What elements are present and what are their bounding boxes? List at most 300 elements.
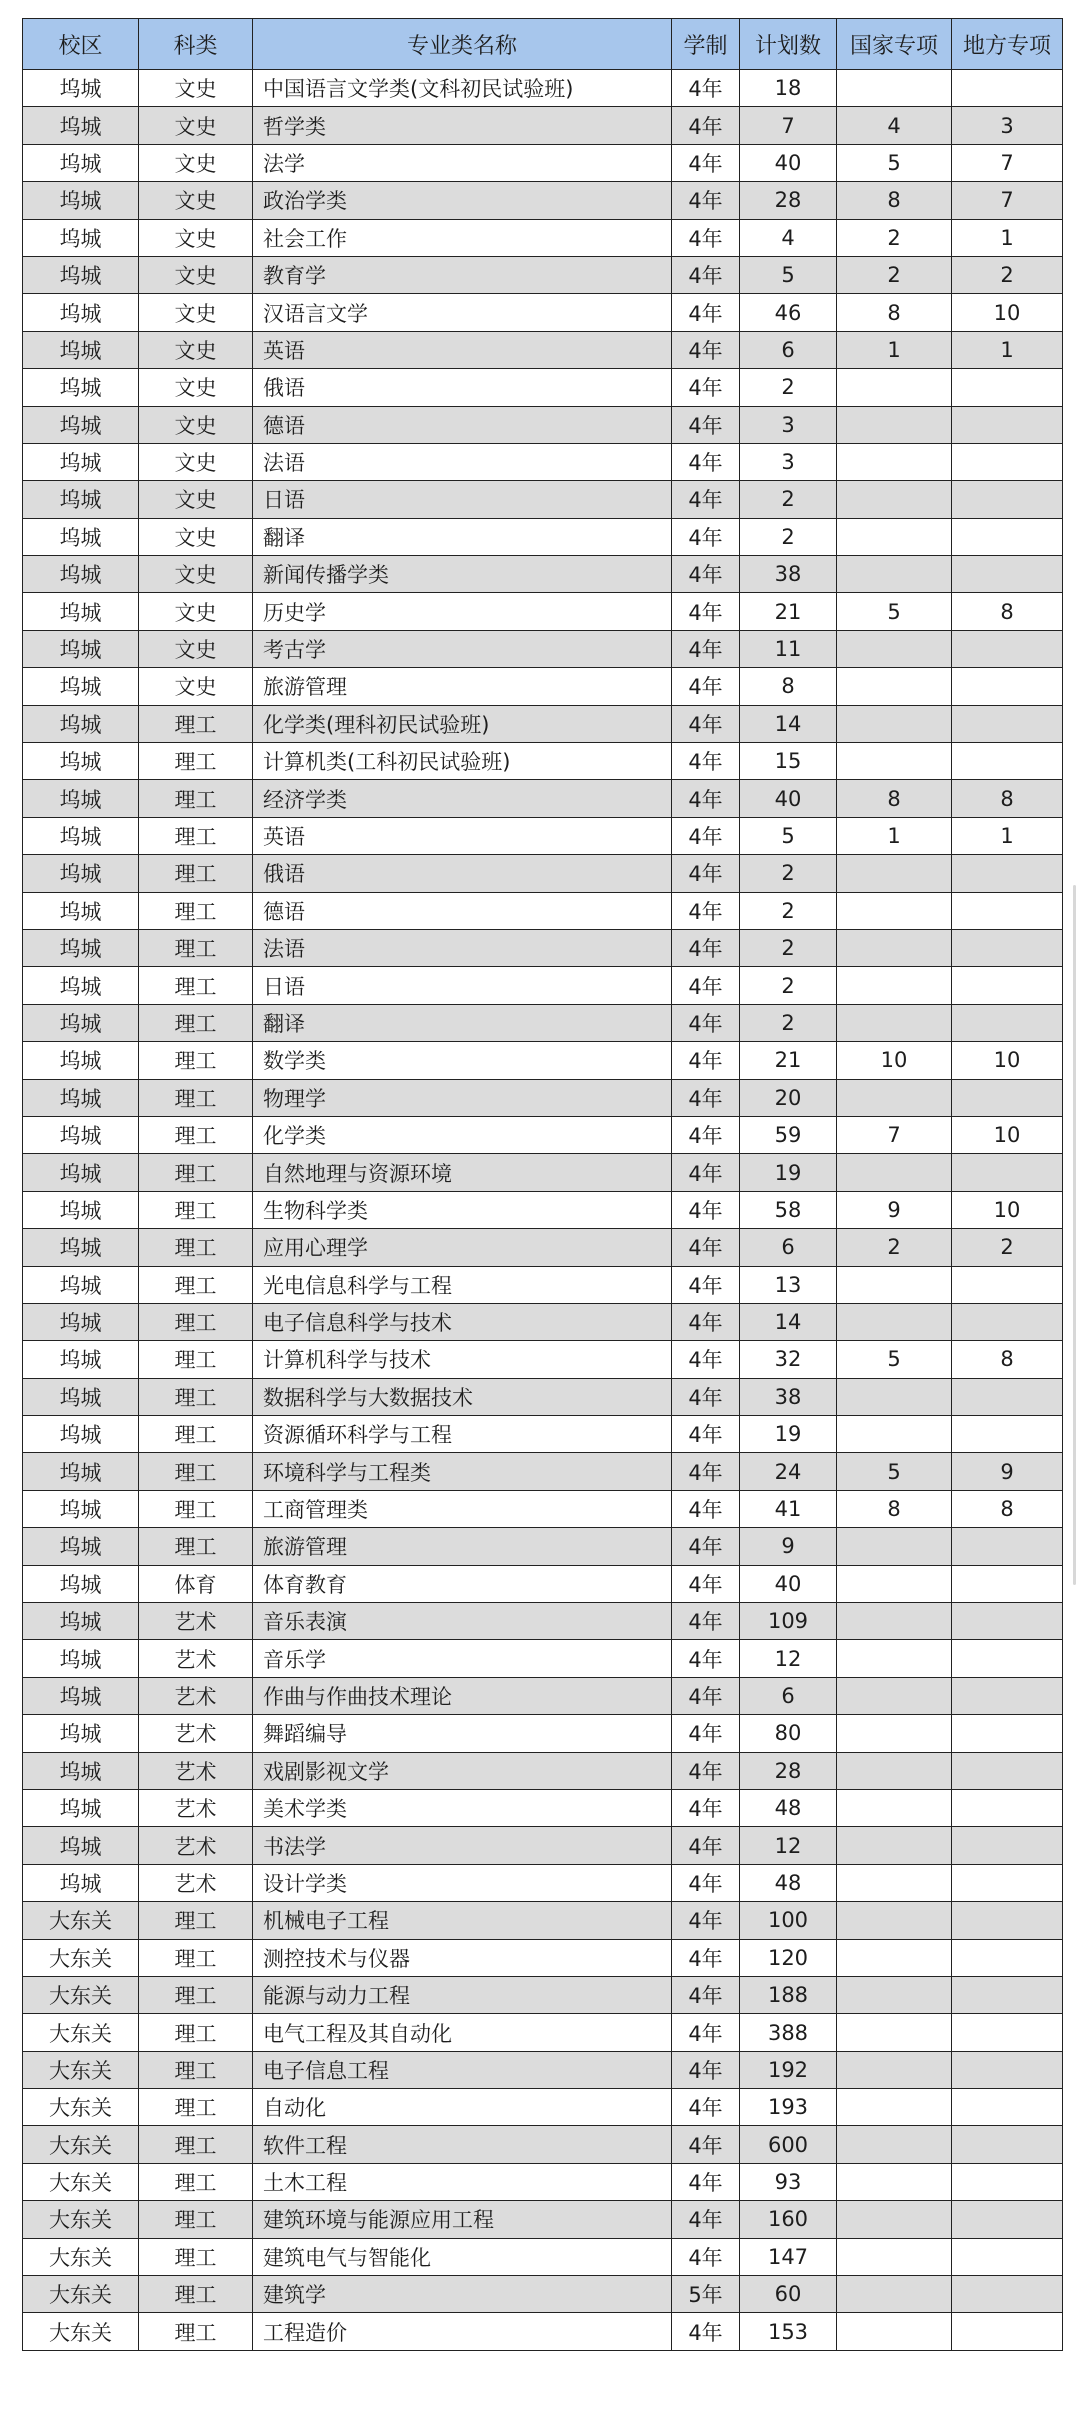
cell-major: 资源循环科学与工程	[253, 1416, 672, 1453]
cell-local-special	[952, 855, 1063, 892]
cell-campus: 坞城	[23, 1789, 139, 1826]
cell-national-special	[837, 1677, 952, 1714]
cell-major: 电气工程及其自动化	[253, 2014, 672, 2051]
cell-campus: 坞城	[23, 1827, 139, 1864]
cell-major: 数据科学与大数据技术	[253, 1378, 672, 1415]
cell-campus: 大东关	[23, 2238, 139, 2275]
cell-plan-count: 14	[740, 705, 837, 742]
cell-major: 法语	[253, 929, 672, 966]
cell-national-special	[837, 556, 952, 593]
cell-plan-count: 2	[740, 369, 837, 406]
cell-local-special	[952, 1303, 1063, 1340]
cell-years: 4年	[672, 219, 740, 256]
cell-local-special	[952, 443, 1063, 480]
cell-local-special	[952, 705, 1063, 742]
cell-category: 理工	[139, 2238, 253, 2275]
cell-national-special: 1	[837, 331, 952, 368]
cell-national-special	[837, 2163, 952, 2200]
cell-plan-count: 2	[740, 518, 837, 555]
cell-major: 工商管理类	[253, 1490, 672, 1527]
cell-national-special	[837, 967, 952, 1004]
cell-local-special: 7	[952, 144, 1063, 181]
cell-years: 4年	[672, 2238, 740, 2275]
table-row	[23, 2276, 1063, 2313]
cell-category: 理工	[139, 1528, 253, 1565]
cell-national-special	[837, 2201, 952, 2238]
header-campus: 校区	[23, 19, 139, 70]
cell-years: 4年	[672, 1042, 740, 1079]
cell-campus: 坞城	[23, 219, 139, 256]
cell-major: 英语	[253, 331, 672, 368]
cell-national-special	[837, 2089, 952, 2126]
cell-category: 文史	[139, 406, 253, 443]
cell-plan-count: 160	[740, 2201, 837, 2238]
cell-major: 翻译	[253, 1004, 672, 1041]
cell-campus: 坞城	[23, 1154, 139, 1191]
cell-years: 4年	[672, 1939, 740, 1976]
table-row	[23, 1341, 1063, 1378]
cell-local-special	[952, 1752, 1063, 1789]
cell-category: 理工	[139, 1341, 253, 1378]
table-row	[23, 593, 1063, 630]
cell-category: 文史	[139, 219, 253, 256]
cell-local-special	[952, 1565, 1063, 1602]
cell-category: 理工	[139, 929, 253, 966]
cell-national-special	[837, 1715, 952, 1752]
cell-category: 理工	[139, 1229, 253, 1266]
cell-category: 理工	[139, 892, 253, 929]
cell-major: 舞蹈编导	[253, 1715, 672, 1752]
cell-campus: 坞城	[23, 743, 139, 780]
cell-campus: 大东关	[23, 1976, 139, 2013]
cell-plan-count: 6	[740, 1677, 837, 1714]
table-row	[23, 1528, 1063, 1565]
cell-plan-count: 193	[740, 2089, 837, 2126]
cell-plan-count: 12	[740, 1827, 837, 1864]
cell-category: 理工	[139, 1042, 253, 1079]
table-row	[23, 817, 1063, 854]
cell-local-special: 8	[952, 780, 1063, 817]
cell-category: 理工	[139, 2313, 253, 2350]
cell-campus: 大东关	[23, 2313, 139, 2350]
table-row	[23, 2014, 1063, 2051]
cell-plan-count: 59	[740, 1116, 837, 1153]
cell-local-special	[952, 2238, 1063, 2275]
cell-years: 4年	[672, 1976, 740, 2013]
cell-major: 音乐学	[253, 1640, 672, 1677]
cell-local-special: 10	[952, 294, 1063, 331]
cell-campus: 坞城	[23, 892, 139, 929]
cell-years: 4年	[672, 1490, 740, 1527]
cell-category: 艺术	[139, 1603, 253, 1640]
cell-plan-count: 12	[740, 1640, 837, 1677]
cell-category: 理工	[139, 1976, 253, 2013]
cell-years: 4年	[672, 1453, 740, 1490]
cell-years: 4年	[672, 1864, 740, 1901]
cell-category: 理工	[139, 1453, 253, 1490]
cell-category: 文史	[139, 369, 253, 406]
cell-national-special: 5	[837, 144, 952, 181]
cell-major: 电子信息工程	[253, 2051, 672, 2088]
cell-campus: 坞城	[23, 369, 139, 406]
cell-plan-count: 5	[740, 256, 837, 293]
cell-local-special: 3	[952, 107, 1063, 144]
cell-local-special	[952, 1677, 1063, 1714]
table-row	[23, 481, 1063, 518]
cell-major: 美术学类	[253, 1789, 672, 1826]
table-row	[23, 70, 1063, 107]
cell-years: 4年	[672, 817, 740, 854]
cell-category: 文史	[139, 256, 253, 293]
cell-category: 文史	[139, 556, 253, 593]
cell-category: 文史	[139, 668, 253, 705]
table-row	[23, 1640, 1063, 1677]
cell-campus: 坞城	[23, 1640, 139, 1677]
cell-campus: 大东关	[23, 2014, 139, 2051]
cell-years: 4年	[672, 70, 740, 107]
cell-local-special	[952, 2276, 1063, 2313]
table-row	[23, 1565, 1063, 1602]
cell-national-special	[837, 1079, 952, 1116]
cell-campus: 大东关	[23, 2163, 139, 2200]
cell-category: 体育	[139, 1565, 253, 1602]
cell-national-special	[837, 1303, 952, 1340]
cell-years: 4年	[672, 705, 740, 742]
cell-major: 建筑学	[253, 2276, 672, 2313]
table-row	[23, 1939, 1063, 1976]
cell-plan-count: 40	[740, 144, 837, 181]
cell-campus: 坞城	[23, 1116, 139, 1153]
cell-plan-count: 6	[740, 1229, 837, 1266]
cell-plan-count: 80	[740, 1715, 837, 1752]
table-row	[23, 668, 1063, 705]
cell-plan-count: 38	[740, 556, 837, 593]
cell-category: 文史	[139, 443, 253, 480]
cell-category: 艺术	[139, 1789, 253, 1826]
cell-plan-count: 153	[740, 2313, 837, 2350]
cell-years: 4年	[672, 1116, 740, 1153]
cell-years: 4年	[672, 1752, 740, 1789]
cell-category: 文史	[139, 144, 253, 181]
header-national-special: 国家专项	[837, 19, 952, 70]
cell-national-special	[837, 1752, 952, 1789]
cell-plan-count: 2	[740, 481, 837, 518]
cell-category: 理工	[139, 2014, 253, 2051]
cell-category: 理工	[139, 1004, 253, 1041]
cell-national-special: 8	[837, 294, 952, 331]
cell-national-special	[837, 1528, 952, 1565]
cell-campus: 坞城	[23, 107, 139, 144]
cell-national-special: 5	[837, 1453, 952, 1490]
cell-category: 文史	[139, 481, 253, 518]
table-row	[23, 1864, 1063, 1901]
cell-national-special: 8	[837, 780, 952, 817]
cell-years: 4年	[672, 1528, 740, 1565]
cell-category: 理工	[139, 1303, 253, 1340]
header-plan-count: 计划数	[740, 19, 837, 70]
cell-plan-count: 13	[740, 1266, 837, 1303]
cell-local-special	[952, 2051, 1063, 2088]
cell-national-special: 9	[837, 1191, 952, 1228]
table-row	[23, 556, 1063, 593]
cell-major: 计算机科学与技术	[253, 1341, 672, 1378]
cell-local-special	[952, 481, 1063, 518]
cell-category: 艺术	[139, 1715, 253, 1752]
table-row	[23, 1004, 1063, 1041]
cell-years: 4年	[672, 2201, 740, 2238]
table-row	[23, 929, 1063, 966]
cell-major: 翻译	[253, 518, 672, 555]
cell-local-special	[952, 2163, 1063, 2200]
cell-local-special: 8	[952, 1490, 1063, 1527]
cell-major: 哲学类	[253, 107, 672, 144]
cell-campus: 坞城	[23, 256, 139, 293]
cell-local-special	[952, 1603, 1063, 1640]
cell-national-special: 7	[837, 1116, 952, 1153]
table-row	[23, 331, 1063, 368]
cell-major: 建筑环境与能源应用工程	[253, 2201, 672, 2238]
cell-plan-count: 46	[740, 294, 837, 331]
cell-local-special	[952, 518, 1063, 555]
cell-national-special	[837, 2014, 952, 2051]
cell-national-special	[837, 518, 952, 555]
cell-major: 经济学类	[253, 780, 672, 817]
cell-plan-count: 388	[740, 2014, 837, 2051]
cell-local-special: 9	[952, 1453, 1063, 1490]
table-row	[23, 1303, 1063, 1340]
cell-campus: 坞城	[23, 929, 139, 966]
cell-major: 教育学	[253, 256, 672, 293]
cell-national-special	[837, 406, 952, 443]
cell-major: 化学类(理科初民试验班)	[253, 705, 672, 742]
cell-years: 4年	[672, 1640, 740, 1677]
table-body	[23, 70, 1063, 2351]
cell-category: 艺术	[139, 1640, 253, 1677]
cell-years: 4年	[672, 1565, 740, 1602]
cell-campus: 坞城	[23, 294, 139, 331]
cell-national-special	[837, 2276, 952, 2313]
table-row	[23, 2089, 1063, 2126]
cell-major: 软件工程	[253, 2126, 672, 2163]
cell-plan-count: 93	[740, 2163, 837, 2200]
cell-years: 4年	[672, 256, 740, 293]
cell-campus: 坞城	[23, 593, 139, 630]
cell-major: 汉语言文学	[253, 294, 672, 331]
table-row	[23, 369, 1063, 406]
cell-local-special: 10	[952, 1191, 1063, 1228]
cell-years: 4年	[672, 144, 740, 181]
cell-years: 4年	[672, 2051, 740, 2088]
cell-local-special	[952, 369, 1063, 406]
table-row	[23, 1715, 1063, 1752]
cell-major: 历史学	[253, 593, 672, 630]
table-row	[23, 1490, 1063, 1527]
table-row	[23, 1079, 1063, 1116]
scrollbar[interactable]	[1073, 885, 1076, 1585]
cell-years: 4年	[672, 1004, 740, 1041]
table-row	[23, 892, 1063, 929]
cell-local-special	[952, 1902, 1063, 1939]
cell-major: 作曲与作曲技术理论	[253, 1677, 672, 1714]
cell-campus: 坞城	[23, 1079, 139, 1116]
cell-major: 音乐表演	[253, 1603, 672, 1640]
header-category: 科类	[139, 19, 253, 70]
table-row	[23, 855, 1063, 892]
cell-plan-count: 147	[740, 2238, 837, 2275]
table-row	[23, 2163, 1063, 2200]
cell-campus: 坞城	[23, 855, 139, 892]
cell-campus: 坞城	[23, 780, 139, 817]
cell-local-special: 10	[952, 1042, 1063, 1079]
cell-campus: 坞城	[23, 144, 139, 181]
cell-plan-count: 48	[740, 1864, 837, 1901]
cell-major: 政治学类	[253, 182, 672, 219]
cell-national-special	[837, 481, 952, 518]
cell-plan-count: 15	[740, 743, 837, 780]
cell-category: 理工	[139, 855, 253, 892]
cell-campus: 坞城	[23, 1416, 139, 1453]
cell-plan-count: 28	[740, 182, 837, 219]
cell-category: 理工	[139, 1378, 253, 1415]
cell-plan-count: 100	[740, 1902, 837, 1939]
cell-national-special	[837, 1827, 952, 1864]
header-major: 专业类名称	[253, 19, 672, 70]
cell-national-special	[837, 705, 952, 742]
cell-years: 4年	[672, 1154, 740, 1191]
cell-major: 自然地理与资源环境	[253, 1154, 672, 1191]
cell-category: 理工	[139, 2163, 253, 2200]
table-row	[23, 1378, 1063, 1415]
cell-national-special	[837, 70, 952, 107]
cell-plan-count: 7	[740, 107, 837, 144]
cell-years: 4年	[672, 1902, 740, 1939]
cell-local-special	[952, 1079, 1063, 1116]
table-row	[23, 1902, 1063, 1939]
cell-plan-count: 32	[740, 1341, 837, 1378]
cell-local-special	[952, 2313, 1063, 2350]
cell-plan-count: 40	[740, 780, 837, 817]
cell-major: 设计学类	[253, 1864, 672, 1901]
cell-campus: 坞城	[23, 1864, 139, 1901]
cell-local-special	[952, 1827, 1063, 1864]
cell-category: 文史	[139, 593, 253, 630]
cell-local-special	[952, 2014, 1063, 2051]
cell-major: 机械电子工程	[253, 1902, 672, 1939]
cell-national-special: 5	[837, 593, 952, 630]
cell-years: 4年	[672, 1266, 740, 1303]
cell-national-special	[837, 1902, 952, 1939]
cell-plan-count: 21	[740, 593, 837, 630]
cell-national-special	[837, 1565, 952, 1602]
cell-national-special	[837, 1789, 952, 1826]
table-row	[23, 2126, 1063, 2163]
cell-plan-count: 192	[740, 2051, 837, 2088]
cell-plan-count: 2	[740, 929, 837, 966]
cell-local-special: 7	[952, 182, 1063, 219]
cell-plan-count: 28	[740, 1752, 837, 1789]
cell-years: 4年	[672, 892, 740, 929]
cell-major: 生物科学类	[253, 1191, 672, 1228]
cell-national-special	[837, 743, 952, 780]
cell-local-special	[952, 1004, 1063, 1041]
cell-local-special	[952, 556, 1063, 593]
cell-local-special	[952, 2089, 1063, 2126]
cell-category: 文史	[139, 518, 253, 555]
cell-major: 计算机类(工科初民试验班)	[253, 743, 672, 780]
cell-major: 俄语	[253, 855, 672, 892]
cell-plan-count: 3	[740, 443, 837, 480]
cell-years: 4年	[672, 1715, 740, 1752]
cell-campus: 坞城	[23, 1752, 139, 1789]
cell-major: 德语	[253, 892, 672, 929]
cell-years: 4年	[672, 2089, 740, 2126]
table-row	[23, 144, 1063, 181]
cell-campus: 坞城	[23, 1266, 139, 1303]
cell-national-special	[837, 2126, 952, 2163]
cell-major: 物理学	[253, 1079, 672, 1116]
cell-campus: 大东关	[23, 1939, 139, 1976]
cell-major: 土木工程	[253, 2163, 672, 2200]
cell-national-special: 1	[837, 817, 952, 854]
cell-national-special: 10	[837, 1042, 952, 1079]
cell-local-special	[952, 668, 1063, 705]
cell-plan-count: 600	[740, 2126, 837, 2163]
cell-major: 建筑电气与智能化	[253, 2238, 672, 2275]
cell-years: 4年	[672, 182, 740, 219]
cell-national-special	[837, 855, 952, 892]
cell-years: 4年	[672, 2014, 740, 2051]
cell-national-special	[837, 369, 952, 406]
cell-national-special	[837, 892, 952, 929]
cell-years: 4年	[672, 855, 740, 892]
cell-category: 理工	[139, 2089, 253, 2126]
cell-major: 能源与动力工程	[253, 1976, 672, 2013]
cell-category: 理工	[139, 1079, 253, 1116]
cell-national-special: 2	[837, 1229, 952, 1266]
table-row	[23, 1752, 1063, 1789]
table-row	[23, 443, 1063, 480]
cell-campus: 坞城	[23, 705, 139, 742]
table-row	[23, 2238, 1063, 2275]
cell-campus: 坞城	[23, 1565, 139, 1602]
cell-years: 4年	[672, 1229, 740, 1266]
cell-major: 新闻传播学类	[253, 556, 672, 593]
cell-category: 理工	[139, 2276, 253, 2313]
cell-major: 旅游管理	[253, 1528, 672, 1565]
cell-local-special	[952, 967, 1063, 1004]
cell-local-special	[952, 1864, 1063, 1901]
table-row	[23, 1229, 1063, 1266]
cell-plan-count: 41	[740, 1490, 837, 1527]
cell-local-special	[952, 1416, 1063, 1453]
cell-category: 艺术	[139, 1677, 253, 1714]
cell-years: 4年	[672, 2126, 740, 2163]
cell-plan-count: 20	[740, 1079, 837, 1116]
cell-category: 文史	[139, 294, 253, 331]
cell-years: 4年	[672, 929, 740, 966]
cell-major: 日语	[253, 967, 672, 1004]
cell-major: 应用心理学	[253, 1229, 672, 1266]
table-row	[23, 294, 1063, 331]
cell-category: 理工	[139, 1416, 253, 1453]
cell-years: 4年	[672, 369, 740, 406]
cell-plan-count: 120	[740, 1939, 837, 1976]
cell-category: 文史	[139, 182, 253, 219]
cell-campus: 坞城	[23, 1042, 139, 1079]
cell-years: 4年	[672, 1827, 740, 1864]
cell-category: 艺术	[139, 1752, 253, 1789]
cell-local-special	[952, 2201, 1063, 2238]
